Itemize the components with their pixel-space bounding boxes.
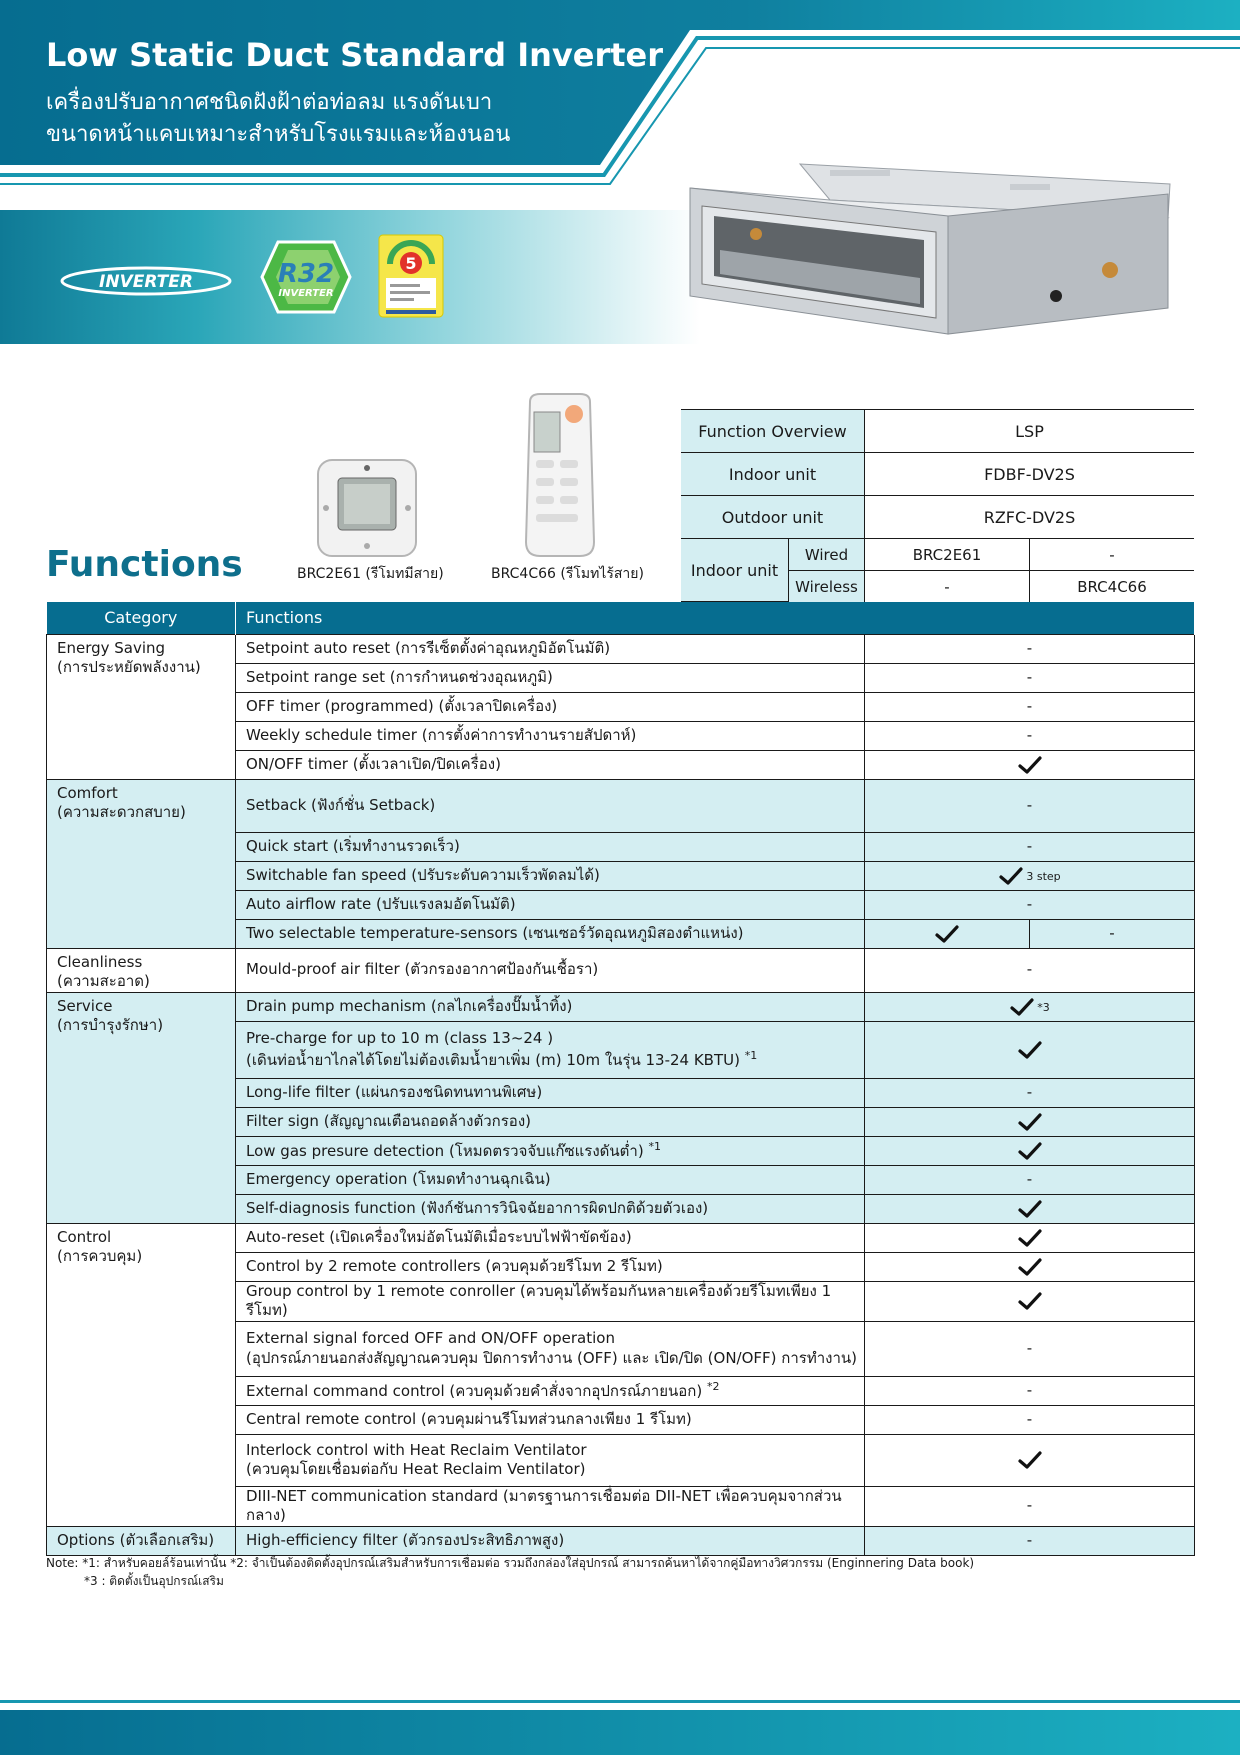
value-cell xyxy=(865,832,1195,861)
value-dash: - xyxy=(1026,696,1033,715)
value-cell xyxy=(865,750,1195,779)
table-row xyxy=(47,992,1195,1021)
energy-label-icon xyxy=(378,234,444,318)
category-name-thai: (การประหยัดพลังงาน) xyxy=(57,658,201,676)
function-cell xyxy=(236,1165,865,1194)
category-cell xyxy=(47,1526,236,1555)
function-cell xyxy=(236,948,865,992)
function-note: *2 xyxy=(707,1379,720,1393)
indoor-unit-value: FDBF-DV2S xyxy=(864,453,1194,496)
category-cell xyxy=(47,948,236,992)
function-name-line2: (เดินท่อน้ำยาไกลได้โดยไม่ต้องเติมน้ำยาเพิ่ม (m) 10m ในรุ่น 13-24 KBTU) xyxy=(246,1050,740,1069)
function-cell xyxy=(236,1223,865,1252)
check-icon xyxy=(1017,1228,1043,1248)
value-cell xyxy=(865,1281,1195,1321)
function-name: Low gas presure detection (โหมดตรวจจับแก๊ซแรงดันต่ำ) xyxy=(246,1141,644,1160)
check-icon xyxy=(1017,1450,1043,1470)
value-cell xyxy=(865,890,1195,919)
category-name-thai: (การบำรุงรักษา) xyxy=(57,1016,164,1034)
function-name: Group control by 1 remote conroller (ควบคุมได้พร้อมกันหลายเครื่องด้วยรีโมทเพียง 1 รีโมท) xyxy=(246,1281,832,1319)
category-cell xyxy=(47,634,236,779)
footer-band xyxy=(0,1700,1240,1755)
check-icon xyxy=(1017,755,1043,775)
function-name: Emergency operation (โหมดทำงานฉุกเฉิน) xyxy=(246,1169,551,1188)
function-note: *1 xyxy=(744,1048,758,1062)
function-cell xyxy=(236,1526,865,1555)
value-cell xyxy=(865,1194,1195,1223)
check-icon xyxy=(1017,1257,1043,1277)
footnote-line2: *3 : ติดตั้งเป็นอุปกรณ์เสริม xyxy=(84,1574,224,1588)
function-cell xyxy=(236,1376,865,1405)
table-row xyxy=(47,779,1195,832)
check-icon xyxy=(998,866,1024,886)
page-subtitle-line2: ขนาดหน้าแคบเหมาะสำหรับโรงแรมและห้องนอน xyxy=(46,122,511,147)
value-cell xyxy=(865,1021,1195,1078)
value-cell-wireless xyxy=(1030,919,1195,948)
function-cell xyxy=(236,992,865,1021)
function-name: Setback (ฟังก์ชั่น Setback) xyxy=(246,795,436,814)
function-cell xyxy=(236,1321,865,1376)
wireless-col1: - xyxy=(864,571,1029,602)
value-dash: - xyxy=(1109,923,1115,942)
function-name: Pre-charge for up to 10 m (class 13~24 ) xyxy=(246,1029,554,1047)
value-cell xyxy=(865,692,1195,721)
value-cell xyxy=(865,1107,1195,1136)
value-cell xyxy=(865,1252,1195,1281)
outdoor-unit-label: Outdoor unit xyxy=(681,496,864,539)
remote-group-label: Indoor unit xyxy=(681,539,788,602)
wired-label: Wired xyxy=(788,539,864,571)
value-dash: - xyxy=(1026,725,1033,744)
function-name: Mould-proof air filter (ตัวกรองอากาศป้องกันเชื้อรา) xyxy=(246,960,599,979)
function-cell xyxy=(236,1252,865,1281)
value-dash: - xyxy=(1026,795,1033,814)
category-cell xyxy=(47,1223,236,1526)
value-dash: - xyxy=(1026,667,1033,686)
category-cell xyxy=(47,992,236,1223)
function-name: High-efficiency filter (ตัวกรองประสิทธิภาพสูง) xyxy=(246,1530,565,1549)
category-name: Comfort xyxy=(57,783,118,802)
value-cell xyxy=(865,1486,1195,1526)
functions-table-body xyxy=(47,634,1195,1555)
function-name: Interlock control with Heat Reclaim Ventilator xyxy=(246,1440,587,1459)
function-name: Control by 2 remote controllers (ควบคุมด้วยรีโมท 2 รีโมท) xyxy=(246,1256,663,1275)
functions-heading: Functions xyxy=(46,544,243,585)
table-row xyxy=(47,1526,1195,1555)
function-cell xyxy=(236,1281,865,1321)
function-overview-label: Function Overview xyxy=(681,410,864,453)
value-note: 3 step xyxy=(1026,870,1061,883)
outdoor-unit-value: RZFC-DV2S xyxy=(864,496,1194,539)
category-name-thai: (ความสะดวกสบาย) xyxy=(57,803,186,821)
function-name: Drain pump mechanism (กลไกเครื่องปั๊มน้ำทิ้ง) xyxy=(246,996,573,1015)
function-cell xyxy=(236,663,865,692)
function-cell xyxy=(236,634,865,663)
value-dash: - xyxy=(1026,1169,1033,1188)
function-cell xyxy=(236,721,865,750)
function-name: Setpoint range set (การกำหนดช่วงอุณหภูมิ) xyxy=(246,667,553,686)
function-name-line2: (ควบคุมโดยเชื่อมต่อกับ Heat Reclaim Ventilator) xyxy=(246,1460,586,1478)
value-dash: - xyxy=(1026,1530,1033,1549)
table-row xyxy=(47,948,1195,992)
check-icon xyxy=(1017,1291,1043,1311)
value-dash: - xyxy=(1026,1338,1033,1357)
energy-label-number: 5 xyxy=(405,254,417,273)
check-icon xyxy=(934,924,960,944)
check-icon xyxy=(1017,1112,1043,1132)
function-cell xyxy=(236,1021,865,1078)
table-row xyxy=(47,1223,1195,1252)
function-cell xyxy=(236,1405,865,1434)
r32-inverter-logo xyxy=(258,238,352,316)
header-category: Category xyxy=(47,602,236,634)
value-dash: - xyxy=(1026,894,1033,913)
wired-remote-image xyxy=(316,458,418,558)
check-icon xyxy=(1017,1141,1043,1161)
indoor-unit-label: Indoor unit xyxy=(681,453,864,496)
value-cell xyxy=(865,948,1195,992)
function-name: External command control (ควบคุมด้วยคำสั่งจากอุปกรณ์ภายนอก) xyxy=(246,1381,703,1400)
function-name: OFF timer (programmed) (ตั้งเวลาปิดเครื่อง) xyxy=(246,696,558,715)
function-cell xyxy=(236,832,865,861)
value-cell xyxy=(865,1078,1195,1107)
value-cell xyxy=(865,1376,1195,1405)
value-cell xyxy=(865,1434,1195,1486)
function-overview-table xyxy=(681,409,1194,602)
wireless-remote-caption: BRC4C66 (รีโมทไร้สาย) xyxy=(491,566,644,582)
wireless-col2: BRC4C66 xyxy=(1029,571,1194,602)
function-cell xyxy=(236,919,865,948)
function-cell xyxy=(236,1434,865,1486)
function-overview-value: LSP xyxy=(864,410,1194,453)
value-cell xyxy=(865,861,1195,890)
function-name: Quick start (เริ่มทำงานรวดเร็ว) xyxy=(246,836,460,855)
r32-logo-text: R32 xyxy=(277,259,335,289)
value-cell xyxy=(865,779,1195,832)
function-cell xyxy=(236,1078,865,1107)
value-cell xyxy=(865,663,1195,692)
category-name: Control xyxy=(57,1227,112,1246)
wired-col2: - xyxy=(1029,539,1194,571)
table-header-row xyxy=(47,602,1195,634)
check-icon xyxy=(1017,1199,1043,1219)
value-dash: - xyxy=(1026,960,1033,979)
functions-table xyxy=(46,602,1195,1556)
value-dash: - xyxy=(1026,1409,1033,1428)
value-dash: - xyxy=(1026,836,1033,855)
duct-unit-image xyxy=(680,158,1190,378)
page-title: Low Static Duct Standard Inverter xyxy=(46,36,663,74)
function-cell xyxy=(236,779,865,832)
wireless-label: Wireless xyxy=(788,571,864,602)
value-cell xyxy=(865,634,1195,663)
function-name: Self-diagnosis function (ฟังก์ชันการวินิจฉัยอาการผิดปกติด้วยตัวเอง) xyxy=(246,1198,709,1217)
value-cell xyxy=(865,1321,1195,1376)
function-cell xyxy=(236,890,865,919)
value-cell-wired xyxy=(865,919,1030,948)
page-subtitle-line1: เครื่องปรับอากาศชนิดฝังฝ้าต่อท่อลม แรงดันเบา xyxy=(46,90,493,115)
value-dash: - xyxy=(1026,1380,1033,1399)
r32-logo-sub: INVERTER xyxy=(278,288,334,299)
value-dash: - xyxy=(1026,1082,1033,1101)
function-name: Auto-reset (เปิดเครื่องใหม่อัตโนมัติเมื่อระบบไฟฟ้าขัดข้อง) xyxy=(246,1227,632,1246)
category-name: Cleanliness xyxy=(57,952,143,971)
function-name: Long-life filter (แผ่นกรองชนิดทนทานพิเศษ) xyxy=(246,1082,543,1101)
value-cell xyxy=(865,721,1195,750)
function-name-line2: (อุปกรณ์ภายนอกส่งสัญญาณควบคุม ปิดการทำงาน (OFF) และ เปิด/ปิด (ON/OFF) การทำงาน) xyxy=(246,1348,858,1367)
wireless-remote-image xyxy=(524,392,596,558)
category-name-thai: (การควบคุม) xyxy=(57,1247,143,1265)
value-cell xyxy=(865,992,1195,1021)
wired-remote-caption: BRC2E61 (รีโมทมีสาย) xyxy=(297,566,444,582)
function-cell xyxy=(236,692,865,721)
function-cell xyxy=(236,1107,865,1136)
function-cell xyxy=(236,1136,865,1165)
check-icon xyxy=(1009,997,1035,1017)
function-name: Auto airflow rate (ปรับแรงลมอัตโนมัติ) xyxy=(246,894,516,913)
function-name: ON/OFF timer (ตั้งเวลาเปิด/ปิดเครื่อง) xyxy=(246,754,501,773)
function-name: Setpoint auto reset (การรีเซ็ตตั้งค่าอุณหภูมิอัตโนมัติ) xyxy=(246,638,611,657)
function-cell xyxy=(236,1194,865,1223)
header-functions: Functions xyxy=(236,602,1195,634)
inverter-logo xyxy=(60,266,232,296)
table-row xyxy=(47,634,1195,663)
category-name-thai: (ความสะอาด) xyxy=(57,972,150,990)
value-cell xyxy=(865,1526,1195,1555)
value-note: *3 xyxy=(1037,1001,1050,1014)
function-name: Central remote control (ควบคุมผ่านรีโมทส่วนกลางเพียง 1 รีโมท) xyxy=(246,1409,692,1428)
function-name: Filter sign (สัญญาณเตือนถอดล้างตัวกรอง) xyxy=(246,1111,531,1130)
function-cell xyxy=(236,861,865,890)
value-cell xyxy=(865,1136,1195,1165)
category-name: Options (ตัวเลือกเสริม) xyxy=(57,1530,215,1549)
function-name: Switchable fan speed (ปรับระดับความเร็วพัดลมได้) xyxy=(246,865,600,884)
category-name: Energy Saving xyxy=(57,638,166,657)
footnote-line1: Note: *1: สำหรับคอยล์ร้อนเท่านั้น *2: จำเป็นต้องติดตั้งอุปกรณ์เสริมสำหรับการเชื่อมต่อ รวมถึงกล่องใส่อุปกรณ์ สามารถค้นหาได้จากคู่มือทางวิศวกรรม (Enginnering Data book) xyxy=(46,1556,975,1570)
value-dash: - xyxy=(1026,638,1033,657)
function-cell xyxy=(236,750,865,779)
function-name: DIII-NET communication standard (มาตรฐานการเชื่อมต่อ DII-NET เพื่อควบคุมจากส่วนกลาง) xyxy=(246,1486,842,1524)
function-cell xyxy=(236,1486,865,1526)
category-cell xyxy=(47,779,236,948)
value-cell xyxy=(865,1165,1195,1194)
check-icon xyxy=(1017,1040,1043,1060)
function-name: Two selectable temperature-sensors (เซนเซอร์วัดอุณหภูมิสองตำแหน่ง) xyxy=(246,923,744,942)
function-name: External signal forced OFF and ON/OFF operation xyxy=(246,1329,615,1347)
value-dash: - xyxy=(1026,1496,1033,1515)
function-name: Weekly schedule timer (การตั้งค่าการทำงานรายสัปดาห์) xyxy=(246,725,637,744)
value-cell xyxy=(865,1223,1195,1252)
inverter-logo-text: INVERTER xyxy=(99,272,193,292)
wired-col1: BRC2E61 xyxy=(864,539,1029,571)
value-cell xyxy=(865,1405,1195,1434)
category-name: Service xyxy=(57,996,113,1015)
function-note: *1 xyxy=(648,1139,661,1153)
